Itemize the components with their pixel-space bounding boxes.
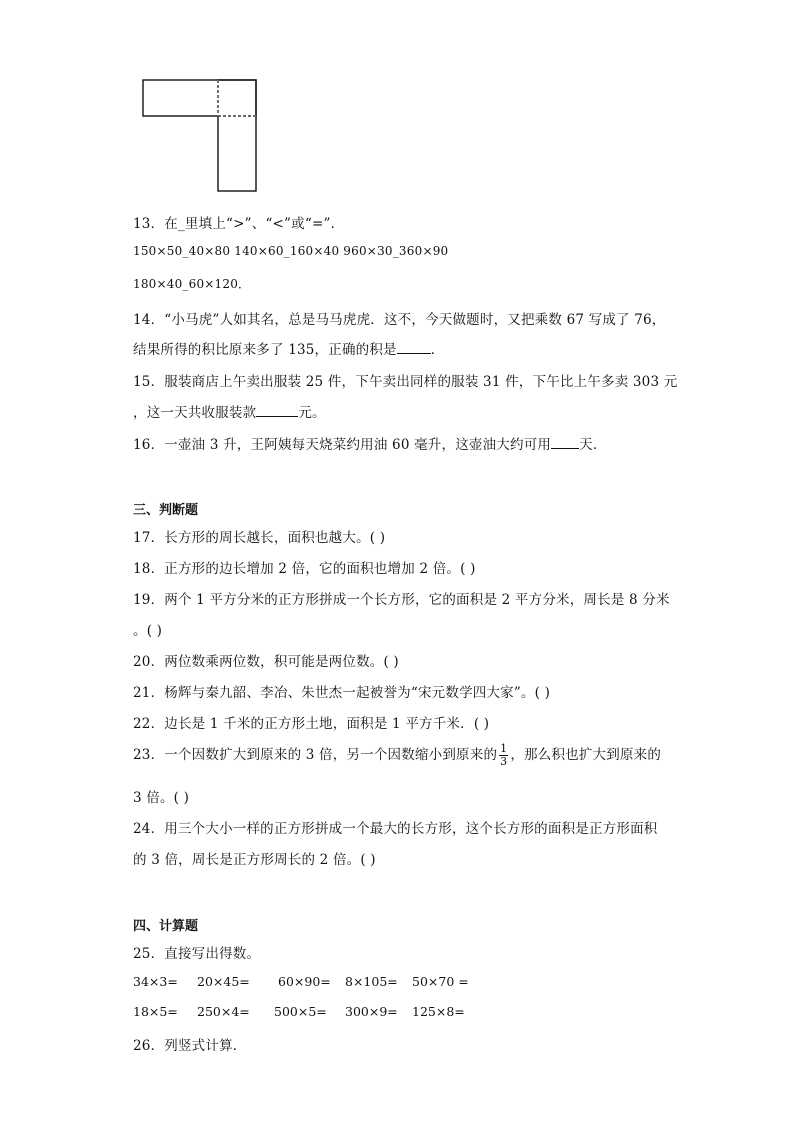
question-14-text: 结果所得的积比原来多了 135，正确的积是 xyxy=(133,342,397,358)
section-title-calculation: 四、计算题 xyxy=(133,919,199,934)
question-23-line-2: 3 倍。( ) xyxy=(133,790,190,806)
calc-item: 60×90= xyxy=(278,974,331,989)
calc-item: 250×4= xyxy=(197,1004,250,1019)
question-13-row-2: 180×40_60×120． xyxy=(133,277,251,291)
question-14-line-2 xyxy=(133,338,444,358)
question-17: 17．长方形的周长越长，面积也越大。( ) xyxy=(133,530,386,546)
question-15-line-1: 15．服装商店上午卖出服装 25 件，下午卖出同样的服装 31 件，下午比上午多卖 303 元 xyxy=(133,374,678,390)
question-18: 18．正方形的边长增加 2 倍，它的面积也增加 2 倍。( ) xyxy=(133,561,476,577)
calc-item: 8×105= xyxy=(345,974,398,989)
question-24-line-1: 24．用三个大小一样的正方形拼成一个最大的长方形，这个长方形的面积是正方形面积 xyxy=(133,821,658,837)
horizontal-rectangle xyxy=(143,80,256,116)
question-20: 20．两位数乘两位数，积可能是两位数。( ) xyxy=(133,654,399,670)
question-13-prompt: 13．在_里填上“>”、“<”或“=”． xyxy=(133,216,345,232)
calc-item: 125×8= xyxy=(412,1004,465,1019)
question-15-text: ，这一天共收服装款 xyxy=(133,405,257,421)
question-13-row-1: 150×50_40×80 140×60_160×40 960×30_360×90 xyxy=(133,244,449,258)
calc-item: 500×5= xyxy=(274,1004,327,1019)
answer-blank[interactable] xyxy=(256,415,298,417)
question-23-text: 23．一个因数扩大到原来的 3 倍，另一个因数缩小到原来的 xyxy=(133,747,498,763)
fraction-numerator: 1 xyxy=(500,742,508,755)
question-25-prompt: 25．直接写出得数。 xyxy=(133,946,261,962)
calc-item: 18×5= xyxy=(133,1004,178,1019)
question-19-line-2: 。( ) xyxy=(133,623,163,639)
calc-item: 20×45= xyxy=(197,974,250,989)
question-16-text: 16．一壶油 3 升，王阿姨每天烧菜约用油 60 毫升，这壶油大约可用 xyxy=(133,437,552,453)
calc-item: 50×70 = xyxy=(412,974,469,989)
fraction-denominator: 3 xyxy=(500,755,508,768)
answer-blank[interactable] xyxy=(551,447,579,449)
question-15-end: 元。 xyxy=(298,405,326,421)
question-14-line-1: 14．“小马虎”人如其名，总是马马虎虎．这不，今天做题时，又把乘数 67 写成了 76， xyxy=(133,312,666,328)
question-23-line-1 xyxy=(133,743,661,768)
question-26: 26．列竖式计算． xyxy=(133,1038,247,1054)
question-19-line-1: 19．两个 1 平方分米的正方形拼成一个长方形，它的面积是 2 平方分米，周长是 8 分米 xyxy=(133,592,670,608)
vertical-rectangle xyxy=(218,80,256,191)
question-15-line-2 xyxy=(133,401,326,421)
question-24-line-2: 的 3 倍，周长是正方形周长的 2 倍。( ) xyxy=(133,852,376,868)
question-16 xyxy=(133,433,607,453)
calc-item: 300×9= xyxy=(345,1004,398,1019)
question-16-end: 天． xyxy=(579,437,607,453)
question-23-text-end: ，那么积也扩大到原来的 xyxy=(510,747,662,763)
l-shape-figure xyxy=(0,0,794,200)
question-22: 22．边长是 1 千米的正方形土地，面积是 1 平方千米．( ) xyxy=(133,716,490,732)
calc-item: 34×3= xyxy=(133,974,178,989)
fraction-one-third xyxy=(499,743,508,768)
question-14-end: ． xyxy=(430,342,445,358)
question-21: 21．杨辉与秦九韶、李冶、朱世杰一起被誉为“宋元数学四大家”。( ) xyxy=(133,685,551,701)
answer-blank[interactable] xyxy=(397,352,431,354)
section-title-judgement: 三、判断题 xyxy=(133,503,199,518)
